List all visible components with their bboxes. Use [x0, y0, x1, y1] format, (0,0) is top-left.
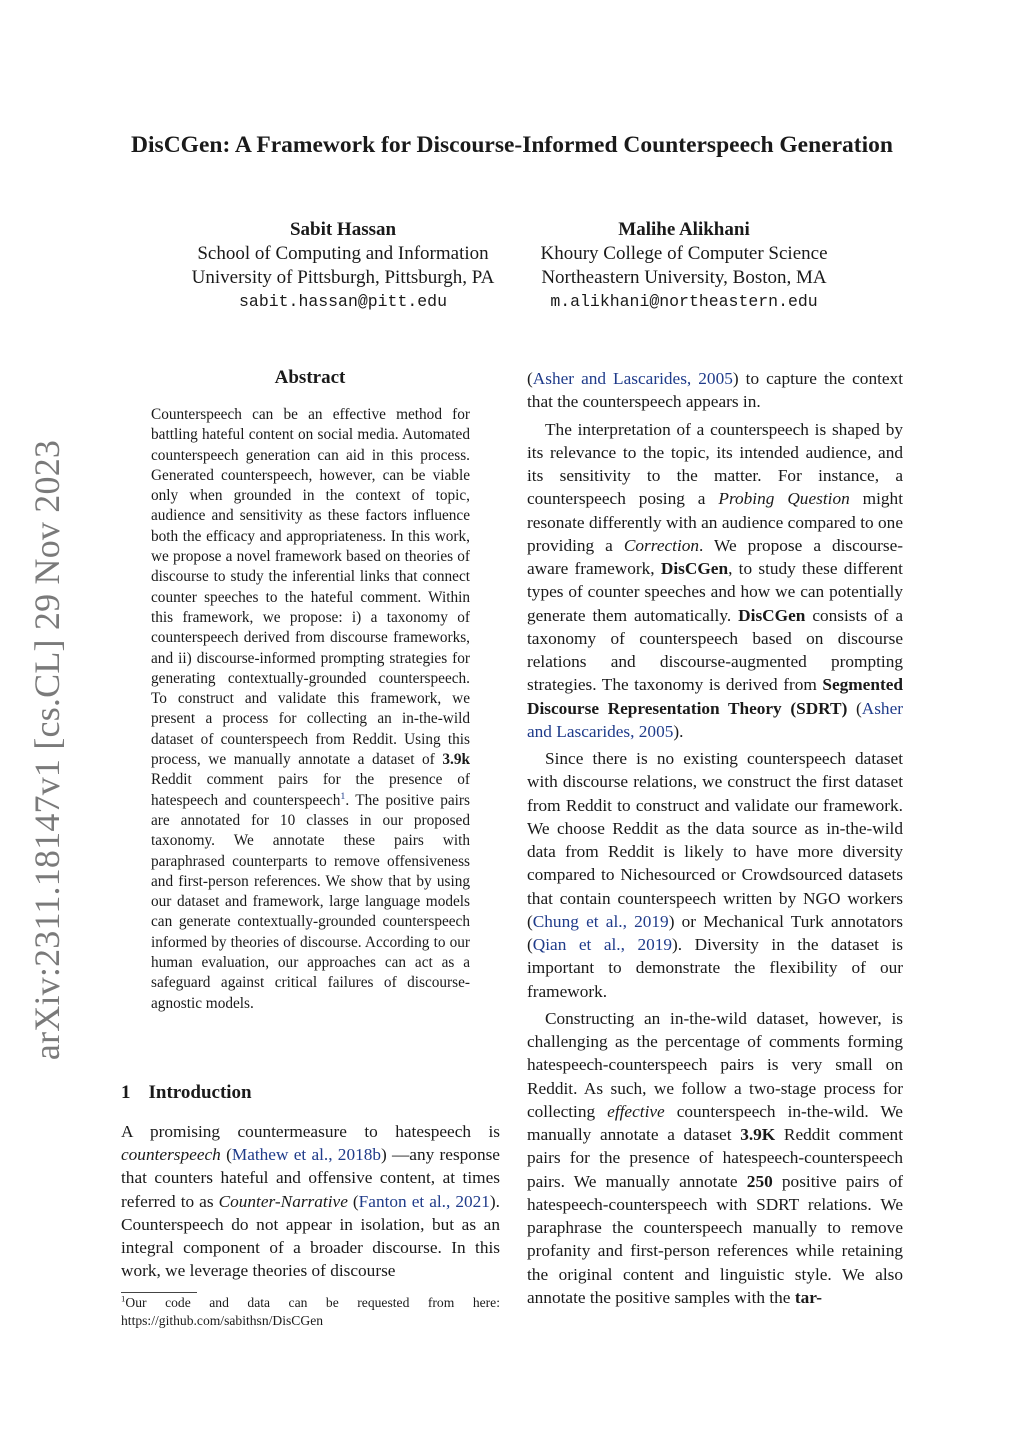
citation-link[interactable]: Qian et al., 2019 [532, 935, 673, 954]
citation-link[interactable]: Asher and Lascarides, 2005 [527, 698, 903, 741]
author-affiliation: Khoury College of Computer Science [540, 243, 828, 264]
paragraph: (Asher and Lascarides, 2005) to capture the context that the counterspeech appears in. [527, 369, 904, 412]
arxiv-sidebar [22, 439, 72, 1061]
citation-link[interactable]: Fanton et al., 2021 [358, 1191, 490, 1211]
author-email: m.alikhani@northeastern.edu [550, 292, 818, 311]
arxiv-identifier: arXiv:2311.18147v1 [cs.CL] 29 Nov 2023 [27, 439, 67, 1061]
author-block-2 [516, 218, 852, 314]
introduction-paragraph: A promising countermeasure to hatespeech is counterspeech (Mathew et al., 2018b) —any response that counters hateful and offensive content, at times referred to as Counter-Narrative (Fanton et al., 2021). Counterspeech do not appear in isolation, but as an integral component of a broader discourse. In this work, we leverage theories of discourse [121, 1122, 500, 1281]
abstract-body: Counterspeech can be an effective method for battling hateful content on social media. Automated counterspeech generation can aid in this process. Generated counterspeech, however, can be viable only when grounded in the context of topic, audience and sensitivity as these factors influence both the efficacy and appropriateness. In this work, we propose a novel framework based on theories of discourse to study the inferential links that connect counter speeches to the hateful comment. Within this framework, we propose: i) a taxonomy of counterspeech derived from discourse frameworks, and ii) discourse-informed prompting strategies for generating contextually-grounded counterspeech. To construct and validate this framework, we present a process for collecting an in-the-wild dataset of counterspeech from Reddit. Using this process, we manually annotate a dataset of 3.9k Reddit comment pairs for the presence of hatespeech and counterspeech$^1$. The positive pairs are annotated for 10 classes in our proposed taxonomy. We annotate these pairs with paraphrased counterparts to remove offensiveness and first-person references. We show that by using our dataset and framework, large language models can generate contextually-grounded counterspeech informed by theories of discourse. According to our human evaluation, our approaches can act as a safeguard against critical failures of discourse-agnostic models. [151, 406, 470, 1012]
author-name: Sabit Hassan [289, 219, 397, 240]
section-heading-introduction: 1 Introduction [121, 1082, 252, 1103]
paper-title: DisCGen: A Framework for Discourse-Informed Counterspeech Generation [131, 132, 893, 158]
paragraph: Constructing an in-the-wild dataset, however, is challenging as the percentage of comments forming hatespeech-counterspeech pairs is very small on Reddit. As such, we follow a two-stage process for collecting effective counterspeech in-the-wild. We manually annotate a dataset 3.9K Reddit comment pairs for the presence of hatespeech-counterspeech pairs. We manually annotate 250 positive pairs of hatespeech-counterspeech with SDRT relations. We paraphrase the counterspeech manually to remove profanity and first-person references while retaining the original content and linguistic style. We also annotate the positive samples with the tar- [527, 1008, 903, 1307]
citation-link[interactable]: Chung et al., 2019 [532, 911, 669, 931]
author-affiliation: University of Pittsburgh, Pittsburgh, PA [191, 267, 495, 288]
author-affiliation: School of Computing and Information [197, 243, 489, 264]
author-affiliation: Northeastern University, Boston, MA [541, 267, 827, 288]
footnote: $^1$Our code and data can be requested from here: https://github.com/sabithsn/DisCGen [121, 1293, 500, 1328]
abstract-heading: Abstract [274, 367, 346, 388]
author-block-1 [170, 218, 516, 314]
citation-link[interactable]: Mathew et al., 2018b [231, 1145, 382, 1165]
author-name: Malihe Alikhani [618, 219, 750, 240]
citation-link[interactable]: Asher and Lascarides, 2005 [532, 369, 733, 388]
footnote-ref[interactable]: 1 [340, 790, 346, 802]
right-column [527, 367, 903, 1309]
footnote-divider [121, 1292, 197, 1293]
paragraph: Since there is no existing counterspeech dataset with discourse relations, we construct the first dataset from Reddit to construct and validate our framework. We choose Reddit as the data source as in-the-wild data from Reddit is likely to have more diversity compared to Nichesourced or Crowdsourced datasets that contain counterspeech written by NGO workers (Chung et al., 2019) or Mechanical Turk annotators (Qian et al., 2019). Diversity in the dataset is important to demonstrate the flexibility of our framework. [527, 749, 904, 1001]
author-email: sabit.hassan@pitt.edu [239, 292, 447, 311]
paragraph: The interpretation of a counterspeech is shaped by its relevance to the topic, its intended audience, and its sensitivity to the matter. For instance, a counterspeech posing a Probing Question might resonate differently with an audience compared to one providing a Correction. We propose a discourse-aware framework, DisCGen, to study these different types of counter speeches and how we can potentially generate them automatically. DisCGen consists of a taxonomy of counterspeech based on discourse relations and discourse-augmented prompting strategies. The taxonomy is derived from Segmented Discourse Representation Theory (SDRT) (Asher and Lascarides, 2005). [527, 419, 903, 741]
